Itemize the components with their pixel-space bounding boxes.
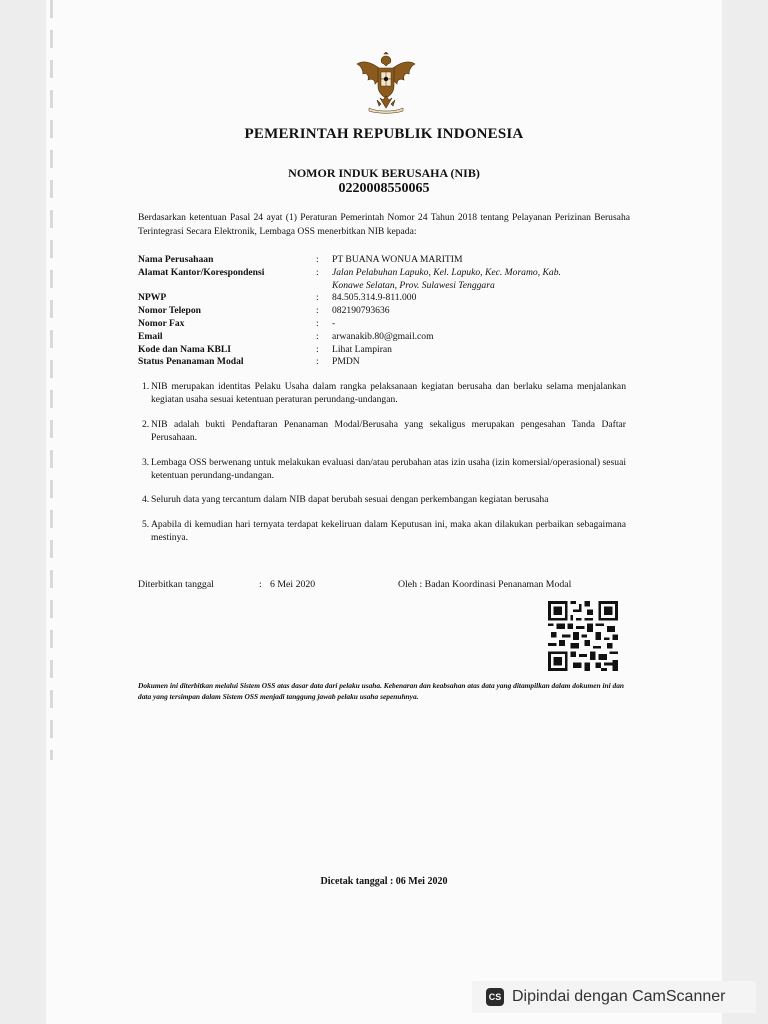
garuda-emblem-icon [355, 52, 417, 114]
field-label: Nama Perusahaan [138, 254, 214, 265]
note-item [142, 456, 626, 483]
note-text: NIB merupakan identitas Pelaku Usaha dalam rangka pelaksanaan kegiatan berusaha dan berlaku selama menjalankan kegiatan usaha sesuai ketentuan peraturan perundang-undangan. [151, 381, 626, 406]
camscanner-text: Dipindai dengan CamScanner [512, 988, 726, 1005]
note-number: 3. [142, 456, 150, 468]
note-number: 5. [142, 518, 150, 530]
field-company-name [138, 254, 630, 267]
field-kbli [138, 344, 630, 357]
intro-paragraph: Berdasarkan ketentuan Pasal 24 ayat (1) Peraturan Pemerintah Nomor 24 Tahun 2018 tentang Pelayanan Perizinan Berusaha Terintegrasi Secara Elektronik, Lembaga OSS menerbitkan NIB kepada: [138, 212, 630, 237]
issued-label: Diterbitkan tanggal [138, 579, 214, 590]
field-value: - [332, 317, 336, 329]
camscanner-icon-text: CS [488, 992, 502, 1002]
field-colon: : [316, 305, 319, 317]
address-line-2: Konawe Selatan, Prov. Sulawesi Tenggara [332, 279, 495, 291]
note-text: Seluruh data yang tercantum dalam NIB dapat berubah sesuai dengan perkembangan kegiatan berusaha [151, 494, 549, 506]
company-fields [138, 254, 630, 369]
field-colon: : [316, 317, 319, 329]
field-value: Lihat Lampiran [332, 343, 392, 355]
field-colon: : [316, 292, 319, 304]
address-line-1: Jalan Pelabuhan Lapuko, Kel. Lapuko, Kec. Moramo, Kab. [332, 266, 561, 278]
camscanner-watermark [472, 981, 756, 1013]
note-item [142, 380, 626, 407]
nib-title: NOMOR INDUK BERUSAHA (NIB) [288, 166, 480, 180]
field-label: Nomor Fax [138, 317, 185, 329]
nib-number: 0220008550065 [338, 181, 430, 196]
note-number: 4. [142, 494, 150, 506]
field-value: arwanakib.80@gmail.com [332, 330, 434, 342]
field-label: Alamat Kantor/Korespondensi [138, 266, 265, 278]
field-email [138, 331, 630, 344]
field-colon: : [316, 330, 319, 342]
field-label: Kode dan Nama KBLI [138, 343, 232, 355]
field-value: PT BUANA WONUA MARITIM [332, 254, 463, 265]
field-value: PMDN [332, 356, 360, 368]
note-number: 2. [142, 418, 150, 430]
note-number: 1. [142, 381, 150, 392]
note-text: Apabila di kemudian hari ternyata terdapat kekeliruan dalam Keputusan ini, maka akan dilakukan perbaikan sebagaimana mestinya. [151, 518, 626, 544]
camscanner-icon [486, 988, 504, 1006]
field-label: NPWP [138, 292, 167, 304]
note-item [142, 493, 626, 506]
field-address [138, 267, 630, 293]
government-title: PEMERINTAH REPUBLIK INDONESIA [244, 126, 524, 142]
field-colon: : [316, 266, 319, 278]
note-text: Lembaga OSS berwenang untuk melakukan evaluasi dan/atau perubahan atas izin usaha (izin komersial/operasional) sesuai ketentuan perundang-undangan. [151, 456, 626, 482]
field-value [332, 267, 630, 293]
qr-code-icon [546, 601, 620, 671]
printed-date: Dicetak tanggal : 06 Mei 2020 [320, 876, 448, 887]
field-colon: : [316, 343, 319, 355]
note-item [142, 518, 626, 545]
field-phone [138, 305, 630, 318]
issued-colon: : [259, 579, 262, 590]
note-item [142, 418, 626, 445]
field-value: 082190793636 [332, 305, 390, 317]
scan-edge-shadow [50, 0, 53, 760]
note-text: NIB adalah bukti Pendaftaran Penanaman Modal/Berusaha yang sekaligus merupakan pengesahan Tanda Daftar Perusahaan. [151, 418, 626, 444]
issued-date: 6 Mei 2020 [270, 579, 316, 590]
notes-list [142, 380, 626, 556]
field-label: Email [138, 330, 163, 342]
field-fax [138, 318, 630, 331]
field-investment-status [138, 356, 630, 369]
issuer: Oleh : Badan Koordinasi Penanaman Modal [398, 579, 572, 590]
field-label: Status Penanaman Modal [138, 356, 244, 368]
field-value: 84.505.314.9-811.000 [332, 292, 417, 304]
disclaimer-note: Dokumen ini diterbitkan melalui Sistem OSS atas dasar data dari pelaku usaha. Kebenaran dan keabsahan atas data yang ditampilkan dalam dokumen ini dan data yang tersimpan dalam Sistem OSS menjadi tanggung jawab pelaku usaha sepenuhnya. [138, 681, 625, 701]
field-colon: : [316, 254, 319, 265]
field-npwp [138, 292, 630, 305]
field-label: Nomor Telepon [138, 305, 201, 317]
field-colon: : [316, 356, 319, 368]
